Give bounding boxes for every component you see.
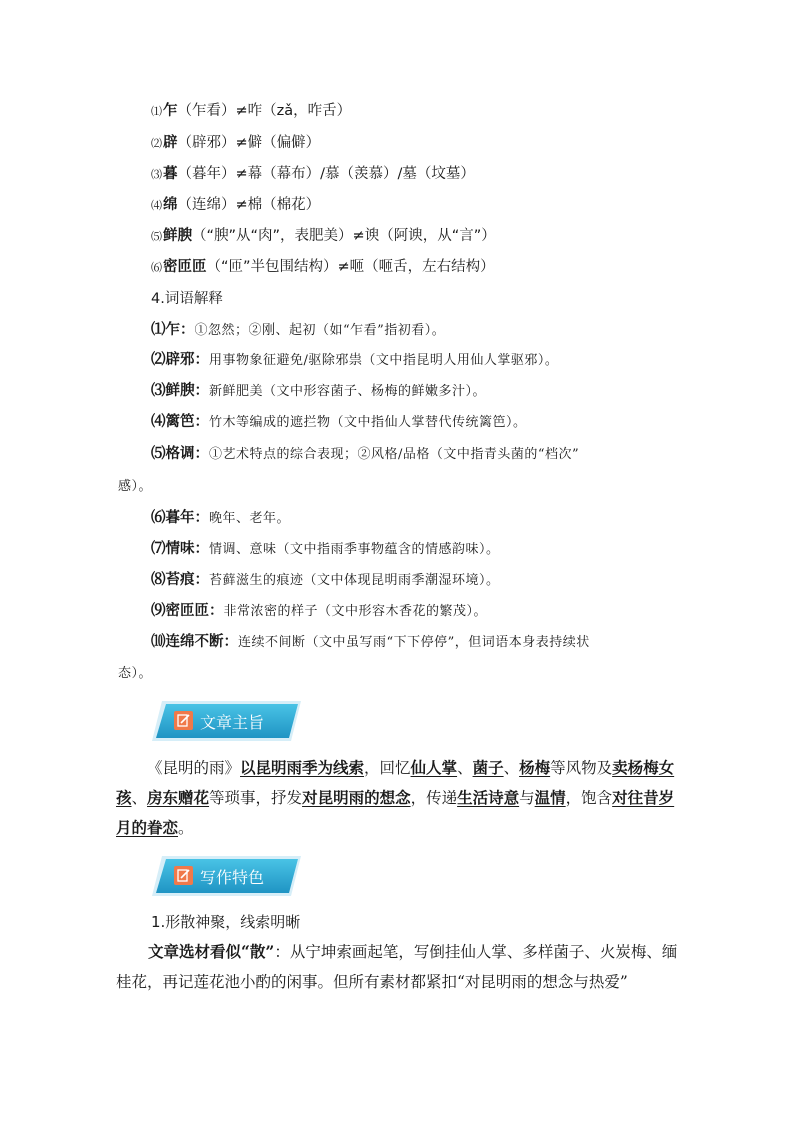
definition-item: ⑹暮年：晚年、老年。	[151, 510, 291, 526]
distinction-item	[151, 164, 475, 185]
definition-item: ⑵辟邪：用事物象征避免/驱除邪祟（文中指昆明人用仙人掌驱邪）。	[151, 352, 559, 368]
feature-heading: 1.形散神聚，线索明晰	[151, 913, 301, 931]
definition-item: ⑽连绵不断：连续不间断（文中虽写雨“下下停停”，但词语本身表持续状	[151, 634, 590, 650]
item-number: ⑴	[151, 105, 162, 118]
target-word: 鲜腴	[163, 228, 192, 244]
distinction-text: （“匝”半包围结构）≠咂（咂舌，左右结构）	[206, 259, 495, 275]
distinction-text: （连绵）≠棉（棉花）	[177, 197, 321, 213]
target-word: 暮	[163, 166, 178, 182]
definition-item: ⑺情味：情调、意味（文中指雨季事物蕴含的情感韵味）。	[151, 541, 500, 557]
item-number: ⑶	[151, 168, 162, 181]
distinction-item	[151, 101, 351, 122]
section-banner-features	[152, 855, 302, 897]
target-word: 绵	[163, 197, 178, 213]
definition-item: ⑴乍：①忽然；②刚、起初（如“乍看”指初看）。	[151, 322, 446, 338]
distinction-item	[151, 195, 320, 216]
section-banner-theme	[152, 700, 302, 742]
definition-item: ⑸格调：①艺术特点的综合表现；②风格/品格（文中指青头菌的“档次”	[151, 446, 580, 462]
distinction-text: （暮年）≠幕（幕布）/慕（羡慕）/墓（坟墓）	[177, 166, 475, 182]
target-word: 辟	[163, 135, 178, 151]
item-number: ⑸	[151, 230, 162, 243]
target-word: 密匝匝	[163, 259, 207, 275]
item-number: ⑷	[151, 199, 162, 212]
distinction-item	[151, 257, 495, 278]
edit-note-icon	[174, 711, 193, 730]
definition-continuation: 感）。	[118, 479, 153, 494]
definition-item: ⑷篱笆：竹木等编成的遮拦物（文中指仙人掌替代传统篱笆）。	[151, 414, 527, 430]
edit-note-icon	[174, 866, 193, 885]
item-number: ⑵	[151, 137, 162, 150]
distinction-item	[151, 133, 320, 154]
definition-item: ⑼密匝匝：非常浓密的样子（文中形容木香花的繁茂）。	[151, 603, 488, 619]
definition-continuation: 态）。	[118, 666, 153, 681]
distinction-text: （辟邪）≠僻（偏僻）	[177, 135, 321, 151]
theme-paragraph: 《昆明的雨》以昆明雨季为线索，回忆仙人掌、菌子、杨梅等风物及卖杨梅女孩、房东赠花等琐事，抒发对昆明雨的想念，传递生活诗意与温情，饱含对往昔岁月的眷恋。	[116, 758, 675, 837]
section-heading: 4.词语解释	[151, 291, 223, 307]
definition-item: ⑻苔痕：苔藓滋生的痕迹（文中体现昆明雨季潮湿环境）。	[151, 572, 500, 588]
item-number: ⑹	[151, 261, 162, 274]
feature-paragraph: 文章选材看似“散”：从宁坤索画起笔，写倒挂仙人掌、多样菌子、火炭梅、缅桂花，再记莲花池小酌的闲事。但所有素材都紧扣“对昆明雨的想念与热爱”	[116, 942, 678, 991]
distinction-item	[151, 226, 496, 247]
distinction-text: （乍看）≠咋（zǎ，咋舌）	[177, 103, 352, 119]
banner-title: 文章主旨	[200, 713, 265, 732]
target-word: 乍	[163, 103, 178, 119]
definition-item: ⑶鲜腴：新鲜肥美（文中形容菌子、杨梅的鲜嫩多汁）。	[151, 383, 487, 399]
distinction-text: （“腴”从“肉”，表肥美）≠谀（阿谀，从“言”）	[192, 228, 496, 244]
banner-title: 写作特色	[200, 868, 265, 887]
